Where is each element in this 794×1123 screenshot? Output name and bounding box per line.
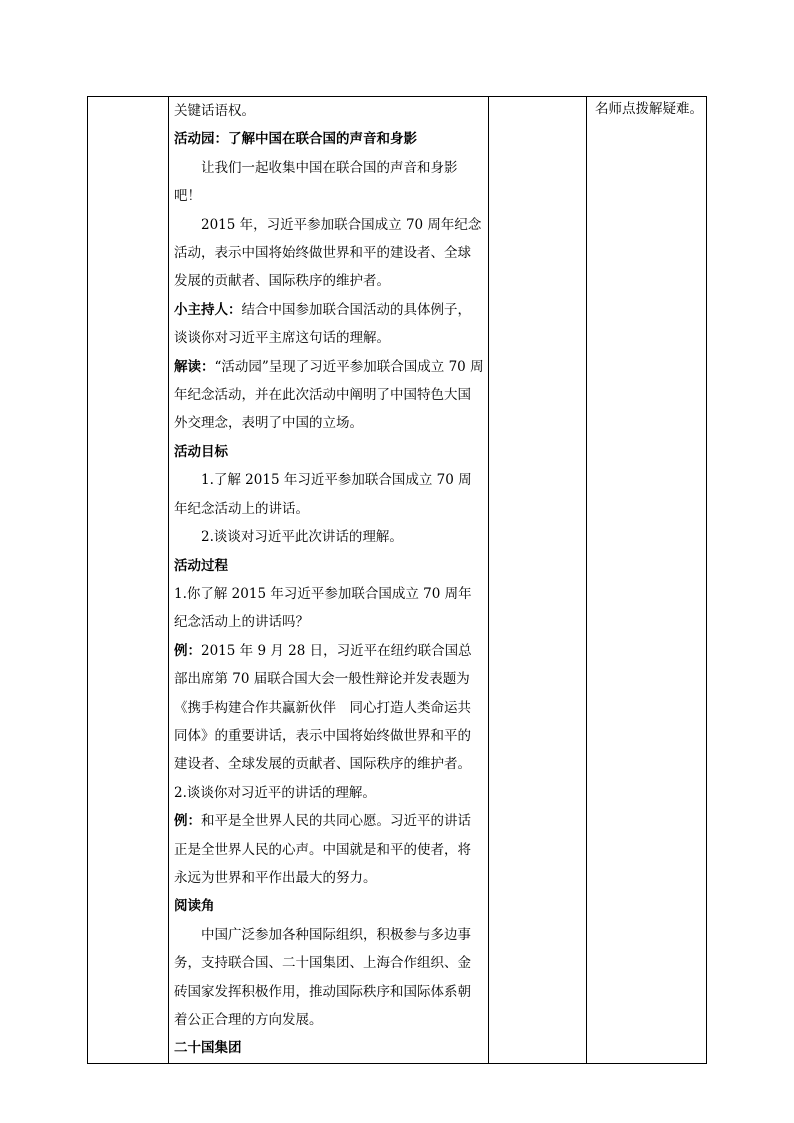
cell-notes [587,97,707,1064]
interpretation-text: “活动园”呈现了习近平参加联合国成立 70 周年纪念活动，并在此次活动中阐明了中国特色大国外交理念，表明了中国的立场。 [174,358,484,432]
example-1 [174,637,484,779]
teacher-note: 名师点拨解疑难。 [595,101,703,117]
process-question-1: 1.你了解 2015 年习近平参加联合国成立 70 周年纪念活动上的讲话吗？ [174,585,472,631]
example-1-text: 2015 年 9 月 28 日，习近平在纽约联合国总部出席第 70 届联合国大会一般性辩论并发表题为《携手构建合作共赢新伙伴 同心打造人类命运共同体》的重要讲话，表示中国将始终做世界和平的建设者、全球发展的贡献者、国际秩序的维护者。 [174,642,472,773]
paragraph-host [174,296,484,353]
example-1-label: 例： [174,642,201,659]
paragraph-2015-event: 2015 年，习近平参加联合国成立 70 周年纪念活动，表示中国将始终做世界和平的建设者、全球发展的贡献者、国际秩序的维护者。 [174,216,482,290]
goal-item-1: 1.了解 2015 年习近平参加联合国成立 70 周年纪念活动上的讲话。 [174,472,472,517]
reading-corner-text: 中国广泛参加各种国际组织，积极参与多边事务，支持联合国、二十国集团、上海合作组织、金砖国家发挥积极作用，推动国际秩序和国际体系朝着公正合理的方向发展。 [174,926,471,1028]
paragraph-intro: 让我们一起收集中国在联合国的声音和身影吧！ [174,159,458,205]
cell-student-activity [489,97,587,1064]
heading-activity-goal: 活动目标 [174,443,228,460]
process-question-2: 2.谈谈你对习近平的讲话的理解。 [174,784,376,801]
teaching-content [169,97,488,1063]
example-2-label: 例： [174,813,201,830]
lesson-table [87,96,707,1064]
table-row [88,97,707,1064]
heading-g20: 二十国集团 [174,1040,242,1057]
cell-stage [88,97,169,1064]
paragraph-interpretation [174,353,484,438]
example-2 [174,807,484,892]
heading-activity-process: 活动过程 [174,557,228,574]
goal-item-2: 2.谈谈对习近平此次讲话的理解。 [201,529,403,546]
host-label: 小主持人： [174,301,242,318]
example-2-text: 和平是全世界人民的共同心愿。习近平的讲话正是全世界人民的心声。中国就是和平的使者，将永远为世界和平作出最大的努力。 [174,813,471,886]
heading-reading-corner: 阅读角 [174,898,215,915]
heading-activity-garden: 活动园：了解中国在联合国的声音和身影 [174,131,417,148]
interpretation-label: 解读： [174,358,215,375]
cell-teaching-content [169,97,489,1064]
paragraph-continuation: 关键话语权。 [174,103,255,119]
host-text: 结合中国参加联合国活动的具体例子，谈谈你对习近平主席这句话的理解。 [174,301,471,347]
